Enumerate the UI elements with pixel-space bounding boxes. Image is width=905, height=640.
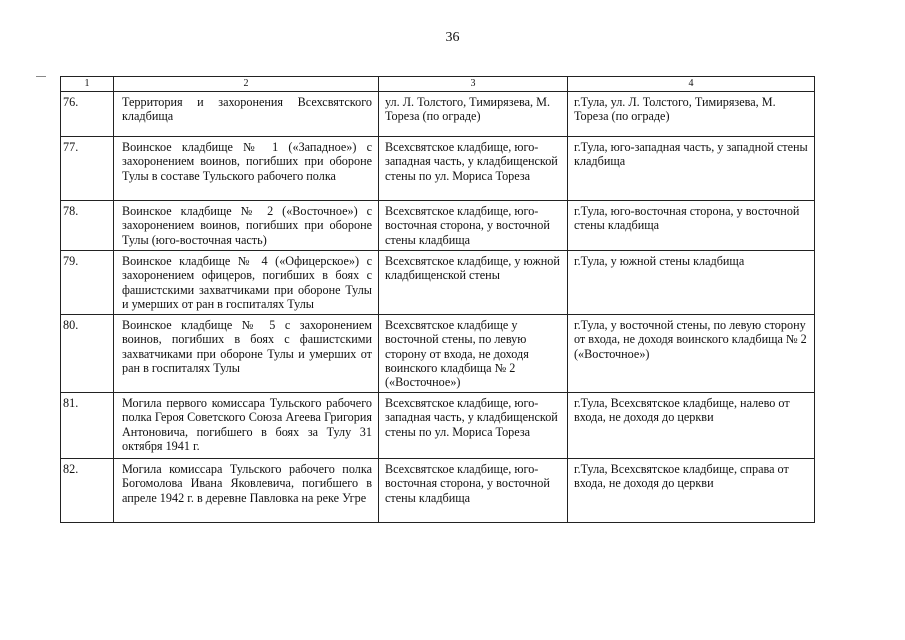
table-row xyxy=(61,459,815,523)
object-location: г.Тула, юго-западная часть, у западной стены кладбища xyxy=(568,137,815,201)
row-number: 78. xyxy=(61,201,114,251)
column-header-2: 2 xyxy=(114,77,379,92)
object-location: г.Тула, юго-восточная сторона, у восточной стены кладбища xyxy=(568,201,815,251)
table-row xyxy=(61,201,815,251)
object-address: Всехсвятское кладбище, юго-западная часть, у кладбищенской стены по ул. Мориса Тореза xyxy=(379,393,568,459)
header-row xyxy=(61,77,815,92)
object-location: г.Тула, Всехсвятское кладбище, справа от входа, не доходя до церкви xyxy=(568,459,815,523)
object-name: Воинское кладбище № 1 («Западное») с захоронением воинов, погибших при обороне Тулы в составе Тульского рабочего полка xyxy=(114,137,379,201)
object-name: Могила первого комиссара Тульского рабочего полка Героя Советского Союза Агеева Григория Антоновича, погибшего в боях за Тулу 31 октября 1941 г. xyxy=(114,393,379,459)
table-row xyxy=(61,315,815,393)
object-address: ул. Л. Толстого, Тимирязева, М. Тореза (по ограде) xyxy=(379,92,568,137)
row-number: 79. xyxy=(61,251,114,315)
row-number: 82. xyxy=(61,459,114,523)
column-header-1: 1 xyxy=(61,77,114,92)
object-name: Территория и захоронения Всехсвятского кладбища xyxy=(114,92,379,137)
table-row xyxy=(61,92,815,137)
object-name: Могила комиссара Тульского рабочего полка Богомолова Ивана Яковлевича, погибшего в апреле 1942 г. в деревне Павловка на реке Угре xyxy=(114,459,379,523)
row-number: 81. xyxy=(61,393,114,459)
row-number: 77. xyxy=(61,137,114,201)
page-number: 36 xyxy=(445,30,460,45)
table-row xyxy=(61,251,815,315)
object-name: Воинское кладбище № 2 («Восточное») с захоронением воинов, погибших при обороне Тулы (юго-восточная часть) xyxy=(114,201,379,251)
table-row xyxy=(61,393,815,459)
margin-mark xyxy=(36,76,46,77)
object-address: Всехсвятское кладбище, юго-западная часть, у кладбищенской стены по ул. Мориса Тореза xyxy=(379,137,568,201)
row-number: 76. xyxy=(61,92,114,137)
object-address: Всехсвятское кладбище, юго-восточная сторона, у восточной стены кладбища xyxy=(379,201,568,251)
row-number: 80. xyxy=(61,315,114,393)
object-location: г.Тула, у восточной стены, по левую сторону от входа, не доходя воинского кладбища № 2 («Восточное») xyxy=(568,315,815,393)
table-row xyxy=(61,137,815,201)
object-location: г.Тула, ул. Л. Толстого, Тимирязева, М. Тореза (по ограде) xyxy=(568,92,815,137)
object-address: Всехсвятское кладбище, у южной кладбищенской стены xyxy=(379,251,568,315)
column-header-4: 4 xyxy=(568,77,815,92)
object-address: Всехсвятское кладбище, юго-восточная сторона, у восточной стены кладбища xyxy=(379,459,568,523)
monuments-table xyxy=(60,76,815,523)
object-name: Воинское кладбище № 5 с захоронением воинов, погибших в боях с фашистскими захватчиками при обороне Тулы и умерших от ран в госпиталях Тулы xyxy=(114,315,379,393)
object-location: г.Тула, у южной стены кладбища xyxy=(568,251,815,315)
object-name: Воинское кладбище № 4 («Офицерское») с захоронением офицеров, погибших в боях с фашистскими захватчиками при обороне Тулы и умерших от ран в госпиталях Тулы xyxy=(114,251,379,315)
object-address: Всехсвятское кладбище у восточной стены, по левую сторону от входа, не доходя воинского кладбища № 2 («Восточное») xyxy=(379,315,568,393)
object-location: г.Тула, Всехсвятское кладбище, налево от входа, не доходя до церкви xyxy=(568,393,815,459)
column-header-3: 3 xyxy=(379,77,568,92)
